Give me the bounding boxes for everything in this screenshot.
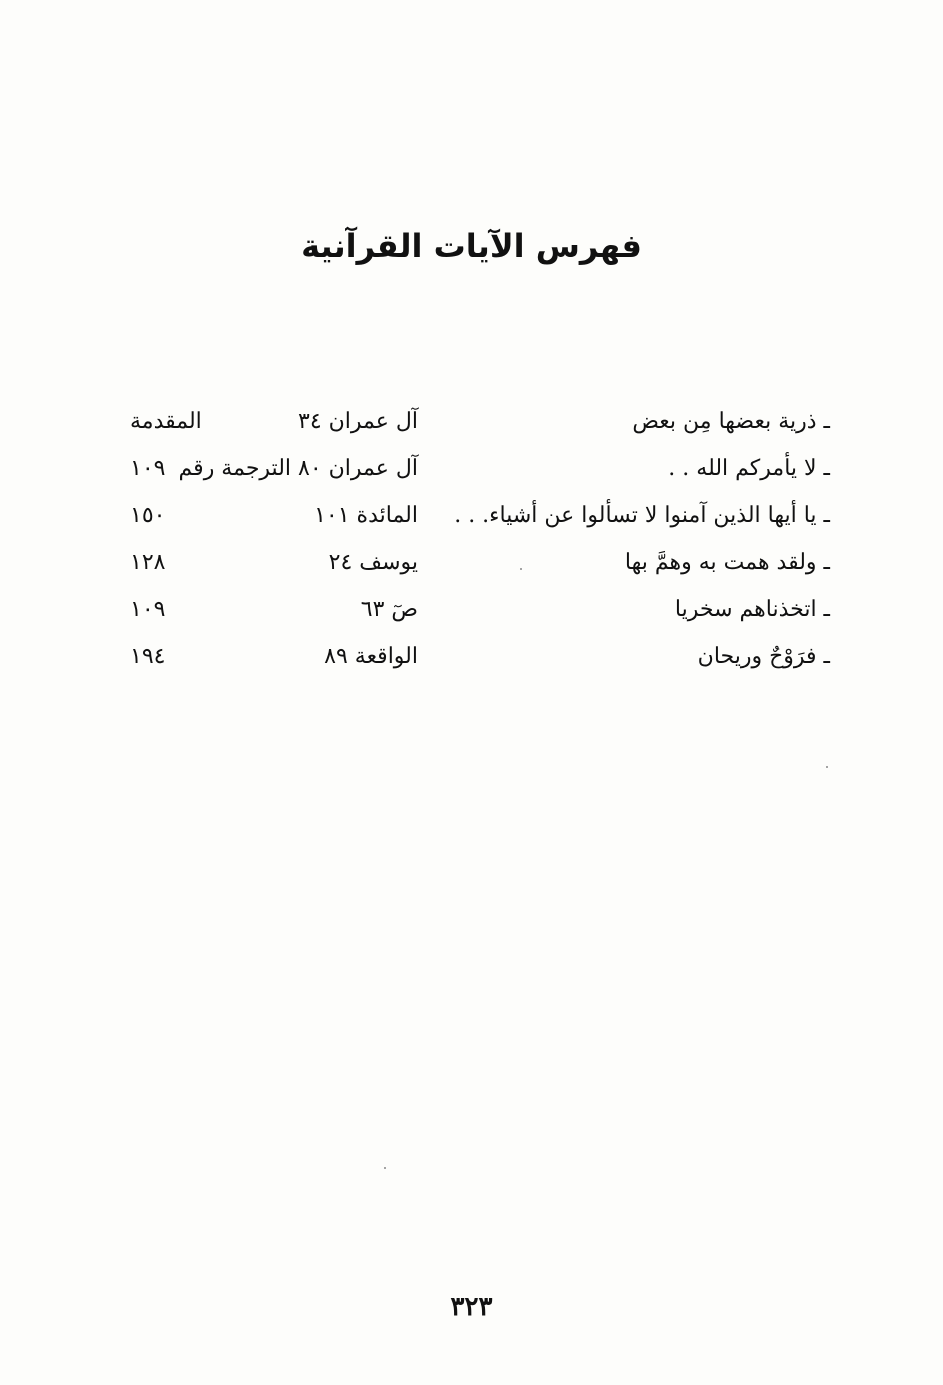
verse-index-table	[110, 398, 830, 680]
verse-text: ـ ولقد همت به وهمَّ بها	[624, 550, 830, 575]
surah-reference: صٓ ٦٣	[360, 597, 418, 622]
page-reference: المقدمة	[130, 409, 202, 434]
page-title: فهرس الآيات القرآنية	[301, 227, 642, 265]
page-reference: ١٥٠	[130, 503, 166, 528]
page-reference: ١٢٨	[130, 550, 166, 575]
scan-speck	[384, 1167, 386, 1169]
index-row	[110, 445, 830, 492]
verse-text: ـ فرَوْحٌ وريحان	[697, 644, 830, 669]
surah-reference: يوسف ٢٤	[328, 550, 418, 575]
index-row	[110, 539, 830, 586]
verse-text: ـ يا أيها الذين آمنوا لا تسألوا عن أشياء. . .	[454, 503, 830, 528]
surah-reference: المائدة ١٠١	[314, 503, 418, 528]
verse-text: ـ لا يأمركم الله . .	[668, 456, 830, 481]
index-row	[110, 398, 830, 445]
page-reference: ١٠٩	[130, 456, 166, 481]
scan-speck	[520, 568, 522, 570]
index-row	[110, 492, 830, 539]
index-row	[110, 586, 830, 633]
surah-reference: آل عمران ٨٠ الترجمة رقم	[178, 456, 418, 481]
page-number: ٣٢٣	[450, 1292, 493, 1322]
page-reference: ١٩٤	[130, 644, 166, 669]
scan-speck	[826, 766, 828, 768]
index-row	[110, 633, 830, 680]
surah-reference: آل عمران ٣٤	[298, 409, 418, 434]
page-reference: ١٠٩	[130, 597, 166, 622]
surah-reference: الواقعة ٨٩	[324, 644, 418, 669]
verse-text: ـ ذرية بعضها مِن بعض	[632, 409, 830, 434]
verse-text: ـ اتخذناهم سخريا	[674, 597, 830, 622]
